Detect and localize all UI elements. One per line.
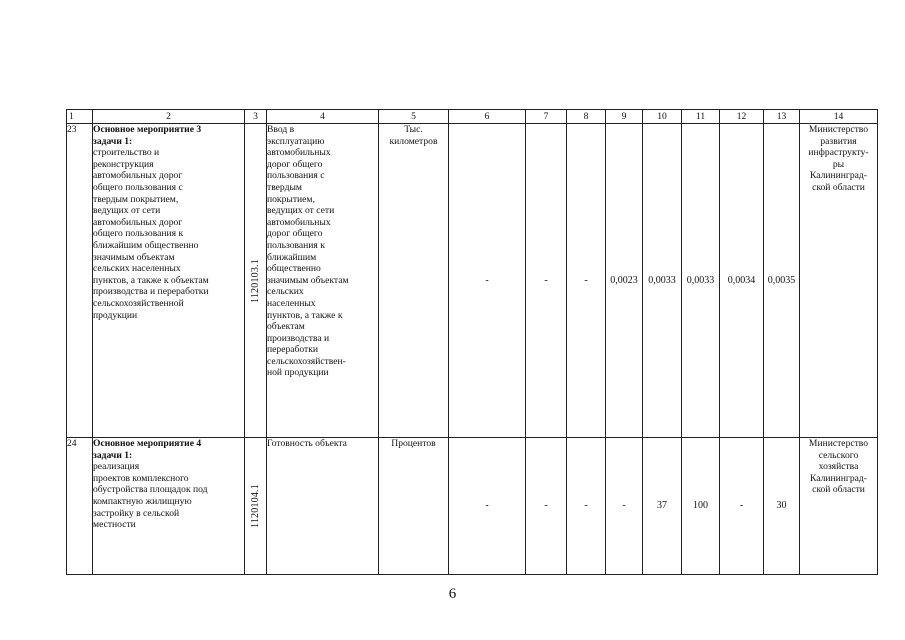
measure-description: реализация проектов комплексного обустройства площадок под компактную жилищную застройку в сельской местности xyxy=(93,461,208,531)
measure-cell xyxy=(93,124,245,438)
column-header: 4 xyxy=(267,110,379,124)
measure-code xyxy=(245,438,267,575)
indicator-value: - xyxy=(526,438,567,575)
column-header: 12 xyxy=(720,110,764,124)
indicator-value: - xyxy=(567,438,606,575)
column-header: 3 xyxy=(245,110,267,124)
data-table xyxy=(66,109,878,575)
indicator-name: Готовность объекта xyxy=(267,438,379,575)
unit-of-measure: Тыс. километров xyxy=(379,124,449,438)
indicator-value: - xyxy=(720,438,764,575)
indicator-value: 100 xyxy=(682,438,720,575)
header-row xyxy=(67,110,878,124)
measure-title: Основное мероприятие 3 задачи 1: xyxy=(93,124,202,147)
column-header: 13 xyxy=(764,110,800,124)
column-header: 10 xyxy=(643,110,682,124)
table-row xyxy=(67,438,878,575)
column-header: 8 xyxy=(567,110,606,124)
responsible-executor: Министерство сельского хозяйства Калининград- ской области xyxy=(800,438,878,575)
indicator-value: 37 xyxy=(643,438,682,575)
measure-code-text: 1120104.1 xyxy=(249,484,261,528)
table-row xyxy=(67,124,878,438)
column-header: 1 xyxy=(67,110,93,124)
indicator-value: 0,0035 xyxy=(764,124,800,438)
indicator-name: Ввод в эксплуатацию автомобильных дорог общего пользования с твердым покрытием, ведущих от сети автомобильных дорог общего пользования к ближайшим общественно значимым объектам сельских населенных пунктов, а также к объектам производства и переработки сельскохозяйствен- ной продукции xyxy=(267,124,379,438)
unit-of-measure: Процентов xyxy=(379,438,449,575)
indicator-value: 0,0034 xyxy=(720,124,764,438)
indicator-value: - xyxy=(606,438,643,575)
indicator-value: 0,0033 xyxy=(682,124,720,438)
measure-title: Основное мероприятие 4 задачи 1: xyxy=(93,438,202,461)
indicator-value: - xyxy=(526,124,567,438)
column-header: 6 xyxy=(449,110,526,124)
page-number: 6 xyxy=(448,586,457,602)
indicator-value: 0,0023 xyxy=(606,124,643,438)
measure-code-text: 1120103.1 xyxy=(249,259,261,303)
measure-cell xyxy=(93,438,245,575)
column-header: 5 xyxy=(379,110,449,124)
indicator-value: 30 xyxy=(764,438,800,575)
row-number: 23 xyxy=(67,124,93,438)
measure-description: строительство и реконструкция автомобильных дорог общего пользования с твердым покрытием, ведущих от сети автомобильных дорог общего пользования к ближайшим общественно значимым объектам сельских населенных пунктов, а также к объектам производства и переработки сельскохозяйственной продукции xyxy=(93,147,209,321)
column-header: 11 xyxy=(682,110,720,124)
responsible-executor: Министерство развития инфраструкту- ры Калининград- ской области xyxy=(800,124,878,438)
row-number: 24 xyxy=(67,438,93,575)
column-header: 9 xyxy=(606,110,643,124)
column-header: 7 xyxy=(526,110,567,124)
indicator-value: - xyxy=(449,124,526,438)
indicator-value: - xyxy=(449,438,526,575)
column-header: 14 xyxy=(800,110,878,124)
column-header: 2 xyxy=(93,110,245,124)
indicator-value: - xyxy=(567,124,606,438)
indicator-value: 0,0033 xyxy=(643,124,682,438)
measure-code xyxy=(245,124,267,438)
